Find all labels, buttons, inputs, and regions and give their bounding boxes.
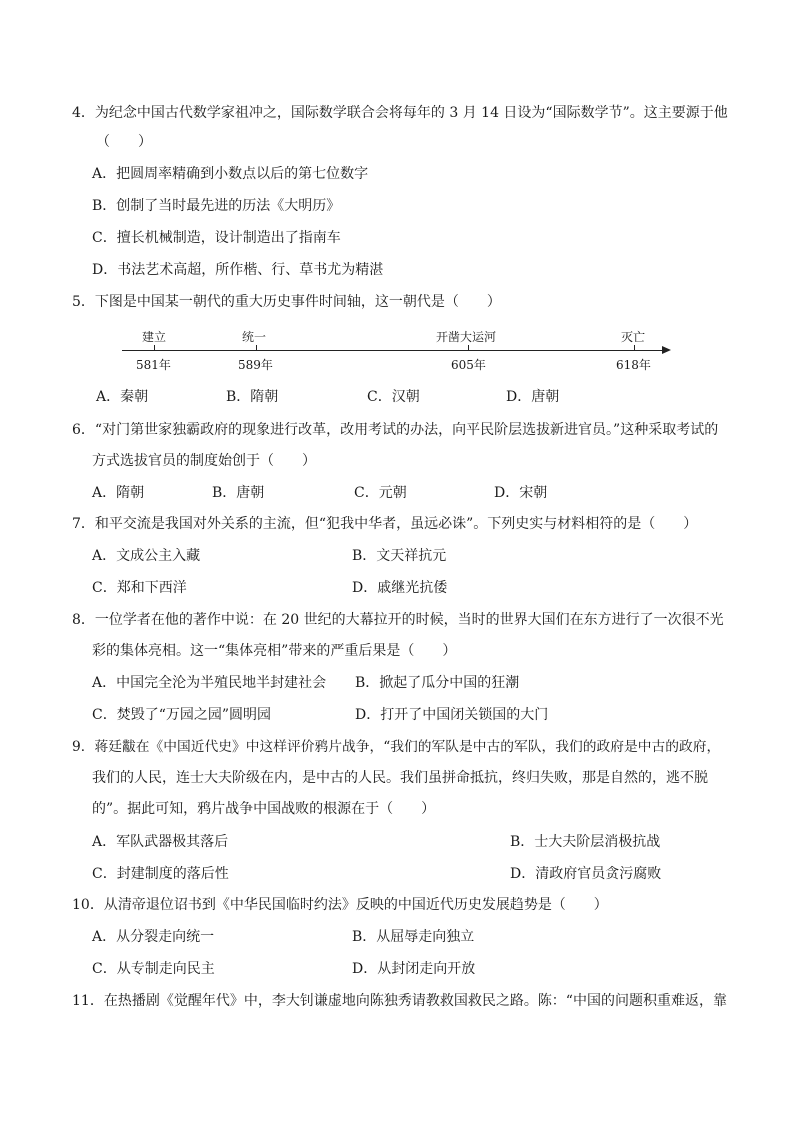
q7-stem: 7．和平交流是我国对外关系的主流，但“犯我中华者，虽远必诛”。下列史实与材料相符的是（ ） [72,516,698,532]
q9-stem: 9．蒋廷黻在《中国近代史》中这样评价鸦片战争，“我们的军队是中古的军队，我们的政府是中古的政府， [72,739,721,755]
timeline-event-year: 581年 [136,358,171,372]
timeline-event-label: 灭亡 [621,330,646,344]
q6-option-d: D．宋朝 [494,485,548,501]
q8-option-b: B．掀起了瓜分中国的狂潮 [355,675,520,691]
q11-stem: 11．在热播剧《觉醒年代》中，李大钊谦虚地向陈独秀请教救国救民之路。陈：“中国的问题积重难返，靠 [72,993,727,1009]
q10-option-b: B．从屈辱走向独立 [352,929,475,945]
timeline-tick [468,345,469,351]
timeline-axis [122,350,667,351]
q10-option-a: A．从分裂走向统一 [92,929,215,945]
q10-option-d: D．从封闭走向开放 [352,961,476,977]
q8-stem-continued: 彩的集体亮相。这一“集体亮相”带来的严重后果是（ ） [92,643,457,659]
timeline-event-year: 589年 [238,358,273,372]
q7-option-b: B．文天祥抗元 [352,548,447,564]
q7-option-c: C．郑和下西洋 [92,580,187,596]
q9-option-d: D．清政府官员贪污腐败 [510,866,662,882]
timeline-event-label: 建立 [142,330,167,344]
dynasty-timeline [114,326,674,376]
timeline-event-label: 统一 [242,330,267,344]
q5-option-a: A．秦朝 [96,389,149,405]
timeline-event-year: 605年 [451,358,486,372]
q8-option-d: D．打开了中国闭关锁国的大门 [355,707,549,723]
q6-option-a: A．隋朝 [92,485,145,501]
timeline-event-year: 618年 [616,358,651,372]
q8-stem: 8．一位学者在他的著作中说：在 20 世纪的大幕拉开的时候，当时的世界大国们在东方进行了一次很不光 [72,612,724,628]
q4-option-b: B．创制了当时最先进的历法《大明历》 [92,198,341,214]
q5-option-b: B．隋朝 [226,389,279,405]
q9-option-c: C．封建制度的落后性 [92,866,229,882]
timeline-tick [634,345,635,351]
q4-option-a: A．把圆周率精确到小数点以后的第七位数字 [92,166,369,182]
q6-stem: 6．“对门第世家独霸政府的现象进行改革，改用考试的办法，向平民阶层选拔新进官员。”这种采取考试的 [72,422,719,438]
q6-stem-continued: 方式选拔官员的制度始创于（ ） [92,453,316,469]
q8-option-c: C．焚毁了“万园之园”圆明园 [92,707,272,723]
timeline-event-label: 开凿大运河 [436,330,497,344]
timeline-tick [256,345,257,351]
q8-option-a: A．中国完全沦为半殖民地半封建社会 [92,675,327,691]
timeline-tick [154,345,155,351]
q9-stem-continued: 我们的人民，连士大夫阶级在内，是中古的人民。我们虽拼命抵抗，终归失败，那是自然的，逃不脱 [92,770,708,786]
q6-option-b: B．唐朝 [212,485,265,501]
q5-option-d: D．唐朝 [506,389,560,405]
q4-answer-blank: （ ） [96,134,152,150]
q7-option-a: A．文成公主入藏 [92,548,201,564]
q10-stem: 10．从清帝退位诏书到《中华民国临时约法》反映的中国近代历史发展趋势是（ ） [72,897,608,913]
q6-option-c: C．元朝 [354,485,407,501]
q9-option-b: B．士大夫阶层消极抗战 [510,834,661,850]
q5-option-c: C．汉朝 [367,389,420,405]
q10-option-c: C．从专制走向民主 [92,961,215,977]
q9-stem-continued: 的”。据此可知，鸦片战争中国战败的根源在于（ ） [92,801,436,817]
q9-option-a: A．军队武器极其落后 [92,834,229,850]
q5-stem: 5．下图是中国某一朝代的重大历史事件时间轴，这一朝代是（ ） [72,294,501,310]
q7-option-d: D．戚继光抗倭 [352,580,448,596]
q4-stem: 4．为纪念中国古代数学家祖冲之，国际数学联合会将每年的 3 月 14 日设为“国际数学节”。这主要源于他 [72,105,728,121]
timeline-arrow-icon [662,346,671,354]
q4-option-c: C．擅长机械制造，设计制造出了指南车 [92,230,341,246]
q4-option-d: D．书法艺术高超，所作楷、行、草书尤为精湛 [92,262,384,278]
